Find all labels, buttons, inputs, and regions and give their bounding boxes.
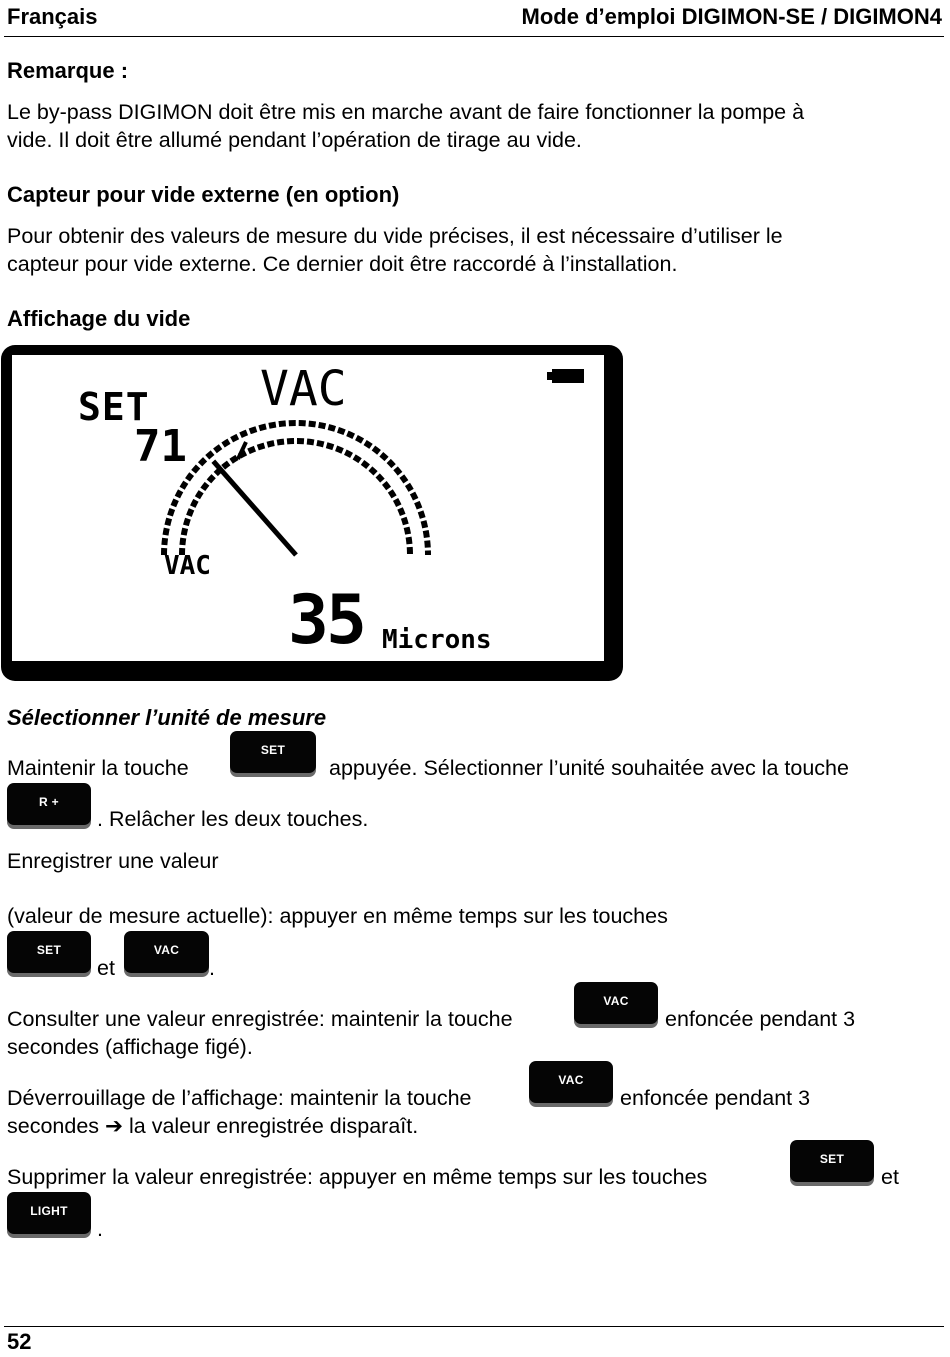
consult-text-3: secondes (affichage figé). — [7, 1035, 253, 1059]
vac-key-label: VAC — [603, 994, 629, 1008]
set-key-button[interactable] — [230, 731, 316, 773]
set-key-label: SET — [260, 743, 286, 757]
remark-text — [7, 98, 907, 154]
gauge-arc-inner — [182, 441, 410, 555]
r-plus-key-button[interactable] — [7, 783, 91, 825]
header-rule — [4, 36, 944, 37]
lcd-reading: 35 — [288, 581, 364, 660]
unlock-text-1: Déverrouillage de l’affichage: maintenir la touche — [7, 1086, 472, 1110]
light-key-button[interactable] — [7, 1192, 91, 1234]
sensor-line-1: Pour obtenir des valeurs de mesure du vide précises, il est nécessaire d’utiliser le — [7, 224, 783, 248]
footer-rule — [4, 1326, 944, 1327]
save-text-1: (valeur de mesure actuelle): appuyer en même temps sur les touches — [7, 904, 668, 928]
vac-key-button[interactable] — [124, 931, 209, 973]
save-heading: Enregistrer une valeur — [7, 849, 219, 873]
lcd-graphics — [12, 355, 604, 661]
remark-line-1: Le by-pass DIGIMON doit être mis en marche avant de faire fonctionner la pompe à — [7, 100, 805, 124]
delete-text-2: et — [881, 1165, 899, 1189]
page-number: 52 — [7, 1329, 32, 1354]
lcd-gauge-label: VAC — [164, 551, 211, 581]
lcd-set-value: 71 — [134, 421, 187, 472]
remark-line-2: vide. Il doit être allumé pendant l’opération de tirage au vide. — [7, 128, 582, 152]
gauge-needle — [213, 461, 296, 555]
vac-key-label: VAC — [558, 1073, 584, 1087]
set-key-button[interactable] — [7, 931, 91, 973]
lcd-mode-label: VAC — [260, 361, 347, 417]
set-key-label: SET — [819, 1152, 845, 1166]
header-manual-title: Mode d’emploi DIGIMON-SE / DIGIMON4 — [521, 4, 942, 29]
remark-heading: Remarque : — [7, 58, 129, 83]
display-heading: Affichage du vide — [7, 306, 191, 331]
sensor-line-2: capteur pour vide externe. Ce dernier doit être raccordé à l’installation. — [7, 252, 678, 276]
lcd-unit: Microns — [382, 625, 492, 655]
consult-text-1: Consulter une valeur enregistrée: maintenir la touche — [7, 1007, 513, 1031]
save-text-3: . — [209, 956, 215, 980]
select-unit-text-3: . Relâcher les deux touches. — [97, 807, 369, 831]
sensor-text — [7, 222, 907, 278]
header-language: Français — [7, 4, 98, 29]
unlock-text-3: secondes ➔ la valeur enregistrée disparaît. — [7, 1114, 419, 1138]
unlock-text-2: enfoncée pendant 3 — [620, 1086, 811, 1110]
vac-key-label: VAC — [153, 943, 180, 957]
lcd-screen — [12, 355, 604, 661]
vac-key-button[interactable] — [574, 982, 658, 1024]
set-key-button[interactable] — [790, 1140, 874, 1182]
select-unit-text-2: appuyée. Sélectionner l’unité souhaitée avec la touche — [329, 756, 849, 780]
lcd-set-label: SET — [78, 385, 150, 429]
light-key-label: LIGHT — [30, 1204, 68, 1218]
sensor-heading: Capteur pour vide externe (en option) — [7, 182, 400, 207]
delete-text-3: . — [97, 1217, 103, 1241]
delete-text-1: Supprimer la valeur enregistrée: appuyer en même temps sur les touches — [7, 1165, 708, 1189]
vac-key-button[interactable] — [529, 1061, 613, 1103]
consult-text-2: enfoncée pendant 3 — [665, 1007, 856, 1031]
set-key-label: SET — [36, 943, 62, 957]
battery-icon — [547, 369, 584, 383]
select-unit-text-1: Maintenir la touche — [7, 756, 189, 780]
r-plus-key-label: R + — [39, 795, 59, 809]
select-unit-heading: Sélectionner l’unité de mesure — [7, 705, 327, 730]
save-text-2: et — [97, 956, 115, 980]
